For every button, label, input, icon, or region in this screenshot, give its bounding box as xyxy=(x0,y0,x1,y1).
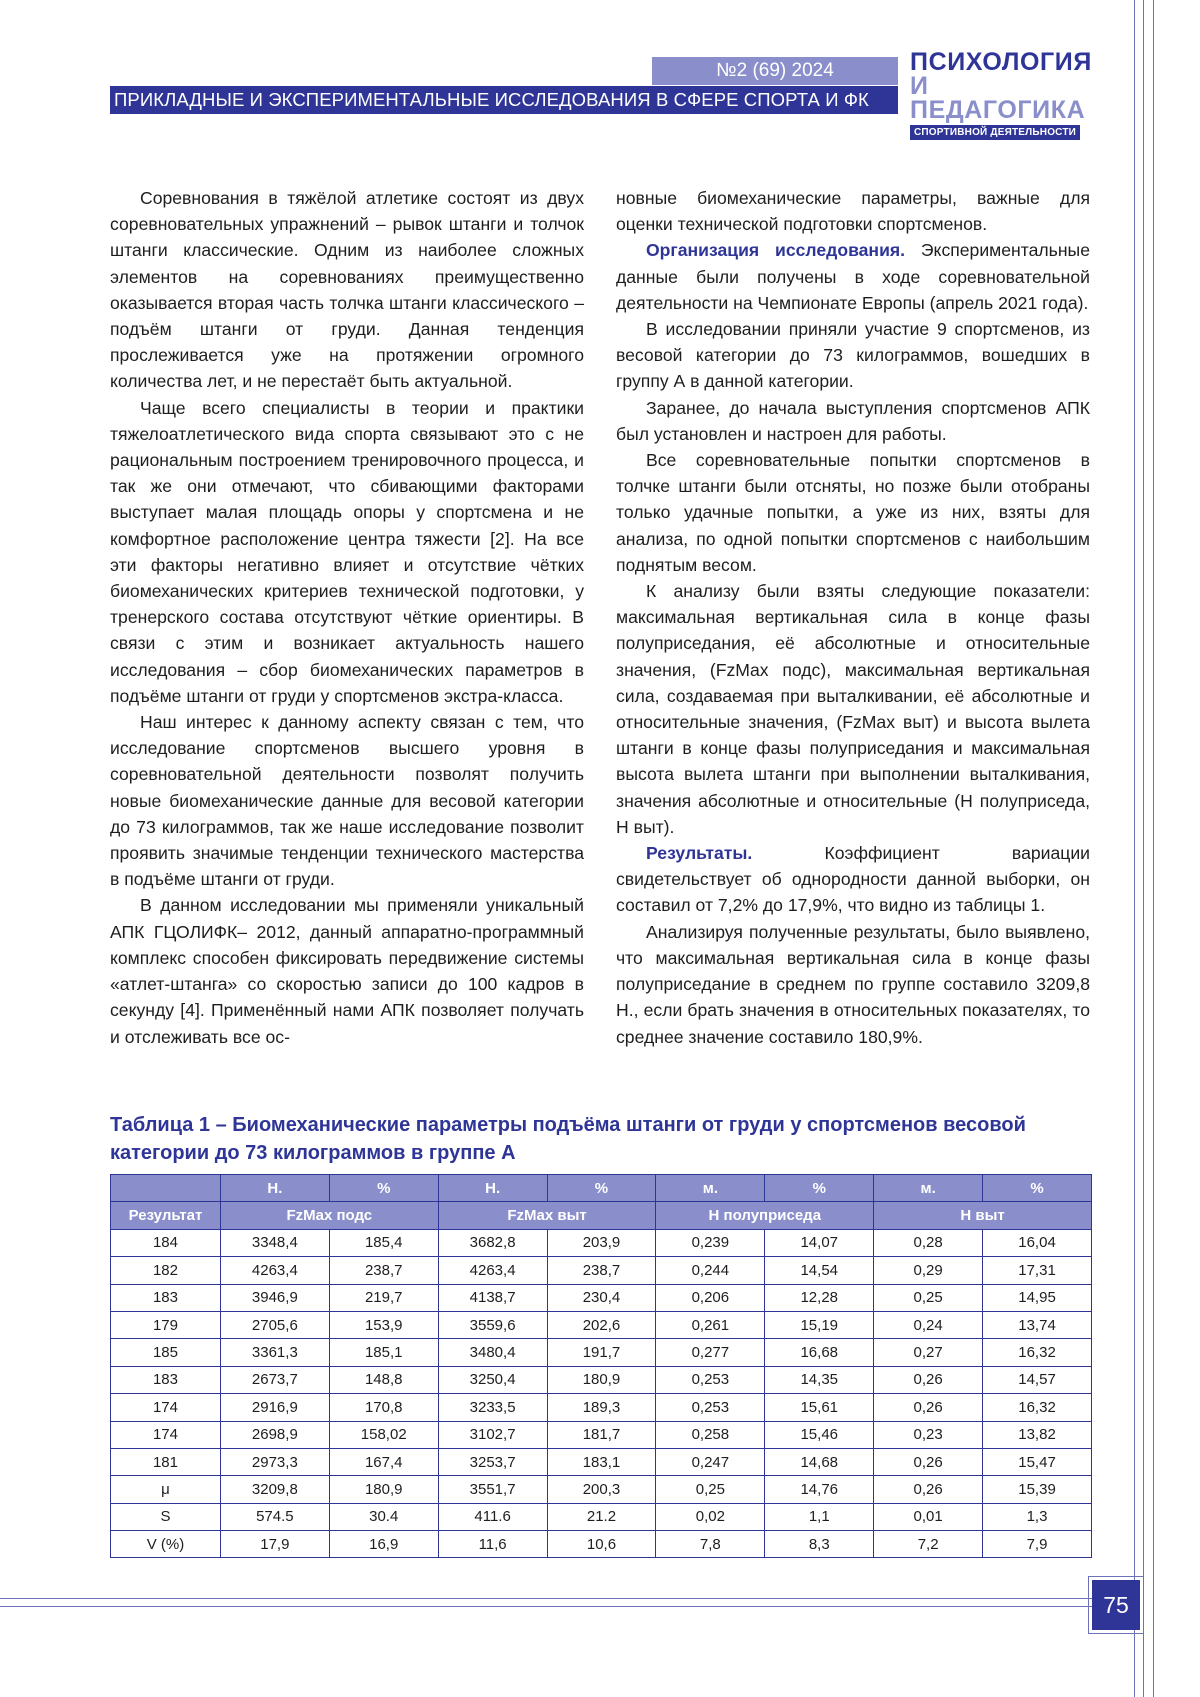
table-cell: 15,47 xyxy=(983,1448,1092,1475)
section-title: ПРИКЛАДНЫЕ И ЭКСПЕРИМЕНТАЛЬНЫЕ ИССЛЕДОВАНИЯ В СФЕРЕ СПОРТА И ФК xyxy=(110,86,898,114)
table-cell: 3551,7 xyxy=(438,1476,547,1503)
paragraph-organization xyxy=(616,237,1090,316)
table-cell: 3253,7 xyxy=(438,1448,547,1475)
paragraph: Заранее, до начала выступления спортсменов АПК был установлен и настроен для работы. xyxy=(616,397,1090,444)
table-cell: 158,02 xyxy=(329,1421,438,1448)
table-cell: 180,9 xyxy=(329,1476,438,1503)
table-cell: 16,32 xyxy=(983,1394,1092,1421)
table-cell: 0,26 xyxy=(874,1394,983,1421)
table-cell: 17,31 xyxy=(983,1257,1092,1284)
table-cell: 3682,8 xyxy=(438,1229,547,1256)
table-cell: 3250,4 xyxy=(438,1366,547,1393)
paragraph: Соревнования в тяжёлой атлетике состоят из двух соревновательных упражнений – рывок штанги и толчок штанги классические. Одним из наиболее сложных элементов на соревнованиях преимущественно оказывается вторая часть толчка штанги классического – подъём штанги от груди. Данная тенденция прослеживается уже на протяжении огромного количества лет, и не перестаёт быть актуальной. xyxy=(110,188,584,392)
footer-line-bottom xyxy=(0,1606,1106,1607)
logo-line-2: И ПЕДАГОГИКА xyxy=(910,72,1086,124)
table-row xyxy=(111,1503,1092,1530)
table-cell: 14,76 xyxy=(765,1476,874,1503)
left-text-column xyxy=(110,185,584,1050)
unit-cell: Н. xyxy=(220,1175,329,1202)
table-cell: 2673,7 xyxy=(220,1366,329,1393)
table-cell: 153,9 xyxy=(329,1311,438,1338)
table-cell: 4138,7 xyxy=(438,1284,547,1311)
group-header: H выт xyxy=(874,1202,1092,1229)
table-row xyxy=(111,1366,1092,1393)
table-cell: 3361,3 xyxy=(220,1339,329,1366)
table-row xyxy=(111,1284,1092,1311)
table-cell: 3102,7 xyxy=(438,1421,547,1448)
table-cell: 574.5 xyxy=(220,1503,329,1530)
table-cell: 183,1 xyxy=(547,1448,656,1475)
table-cell: 17,9 xyxy=(220,1531,329,1558)
paragraph-continuation: новные биомеханические параметры, важные для оценки технической подготовки спортсменов. xyxy=(616,188,1090,235)
table-cell: 203,9 xyxy=(547,1229,656,1256)
table-cell: 0,239 xyxy=(656,1229,765,1256)
table-cell: 16,9 xyxy=(329,1531,438,1558)
table-cell: 10,6 xyxy=(547,1531,656,1558)
table-cell: 13,82 xyxy=(983,1421,1092,1448)
result-header: Результат xyxy=(111,1202,221,1229)
table-cell: 184 xyxy=(111,1229,221,1256)
table-cell: 3209,8 xyxy=(220,1476,329,1503)
table-body xyxy=(111,1229,1092,1558)
table-cell: 16,04 xyxy=(983,1229,1092,1256)
table-row xyxy=(111,1229,1092,1256)
table-row xyxy=(111,1476,1092,1503)
table-cell: 15,39 xyxy=(983,1476,1092,1503)
table-cell: 0,26 xyxy=(874,1448,983,1475)
table-cell: 3348,4 xyxy=(220,1229,329,1256)
table-cell: 11,6 xyxy=(438,1531,547,1558)
table-cell: 0,244 xyxy=(656,1257,765,1284)
paragraph: В данном исследовании мы применяли уникальный АПК ГЦОЛИФК– 2012, данный аппаратно-программный комплекс способен фиксировать передвижение системы «атлет-штанга» со скоростью записи до 100 кадров в секунду [4]. Применённый нами АПК позволяет получать и отслеживать все ос- xyxy=(110,895,584,1047)
table-cell: 185,4 xyxy=(329,1229,438,1256)
table-cell: 183 xyxy=(111,1284,221,1311)
table-cell: 7,8 xyxy=(656,1531,765,1558)
table-cell: 8,3 xyxy=(765,1531,874,1558)
table-cell: 411.6 xyxy=(438,1503,547,1530)
table-cell: 238,7 xyxy=(329,1257,438,1284)
table-row xyxy=(111,1448,1092,1475)
table-cell: 15,19 xyxy=(765,1311,874,1338)
table-cell: 179 xyxy=(111,1311,221,1338)
paragraph: Все соревновательные попытки спортсменов в толчке штанги были отсняты, но позже были отобраны только удачные попытки, а уже из них, взяты для анализа, по одной попытки спортсменов с наибольшим поднятым весом. xyxy=(616,450,1090,575)
table-cell: 7,2 xyxy=(874,1531,983,1558)
table-cell: 174 xyxy=(111,1421,221,1448)
table-cell: 180,9 xyxy=(547,1366,656,1393)
table-cell: 200,3 xyxy=(547,1476,656,1503)
table-cell: 0,26 xyxy=(874,1476,983,1503)
section-lead-organization: Организация исследования. xyxy=(646,240,906,261)
table-cell: 16,32 xyxy=(983,1339,1092,1366)
table-row xyxy=(111,1394,1092,1421)
table-cell: 191,7 xyxy=(547,1339,656,1366)
table-cell: 30.4 xyxy=(329,1503,438,1530)
table-cell: μ xyxy=(111,1476,221,1503)
table-cell: 13,74 xyxy=(983,1311,1092,1338)
paragraph: Анализируя полученные результаты, было выявлено, что максимальная вертикальная сила в конце фазы полуприседание в среднем по группе составило 3209,8 Н., если брать значения в относительных показателях, то среднее значение составило 180,9%. xyxy=(616,921,1090,1047)
table-cell: 3559,6 xyxy=(438,1311,547,1338)
table-cell: 12,28 xyxy=(765,1284,874,1311)
table-cell: 2916,9 xyxy=(220,1394,329,1421)
table-row xyxy=(111,1339,1092,1366)
table-cell: 14,35 xyxy=(765,1366,874,1393)
unit-cell: % xyxy=(765,1175,874,1202)
table-cell: 174 xyxy=(111,1394,221,1421)
paragraph: Наш интерес к данному аспекту связан с тем, что исследование спортсменов высшего уровня в соревновательной деятельности позволят получить новые биомеханические данные для весовой категории до 73 килограммов, так же наше исследование позволит проявить значимые тенденции технического мастерства в подъёме штанги от груди. xyxy=(110,712,584,890)
table-cell: 181,7 xyxy=(547,1421,656,1448)
group-header: H полуприседа xyxy=(656,1202,874,1229)
group-header: FzMax подс xyxy=(220,1202,438,1229)
table-cell: 167,4 xyxy=(329,1448,438,1475)
table-cell: 3233,5 xyxy=(438,1394,547,1421)
unit-cell: % xyxy=(547,1175,656,1202)
table-cell: 4263,4 xyxy=(220,1257,329,1284)
group-header-row xyxy=(111,1202,1092,1229)
table-cell: 0,28 xyxy=(874,1229,983,1256)
section-lead-results: Результаты. xyxy=(646,843,753,864)
paragraph: К анализу были взяты следующие показатели: максимальная вертикальная сила в конце фазы полуприседания, её абсолютные и относительные значения, (FzMax подс), максимальная вертикальная сила, создаваемая при выталкивании, её абсолютные и относительные значения, (FzMax выт) и высота вылета штанги в конце фазы полуприседания и максимальная высота вылета штанги при выполнении выталкивания, значения абсолютные и относительные (H полуприседа, H выт). xyxy=(616,581,1090,837)
right-decorative-border-outer xyxy=(1153,0,1154,1697)
table-caption: Таблица 1 – Биомеханические параметры подъёма штанги от груди у спортсменов весовой категории до 73 килограммов в группе А xyxy=(110,1114,1026,1164)
table-cell: 15,46 xyxy=(765,1421,874,1448)
table-row xyxy=(111,1421,1092,1448)
logo-line-3: СПОРТИВНОЙ ДЕЯТЕЛЬНОСТИ xyxy=(910,125,1080,140)
table-cell: 0,26 xyxy=(874,1366,983,1393)
table-cell: V (%) xyxy=(111,1531,221,1558)
unit-cell: % xyxy=(983,1175,1092,1202)
unit-cell: м. xyxy=(874,1175,983,1202)
table-cell: 202,6 xyxy=(547,1311,656,1338)
table-row xyxy=(111,1257,1092,1284)
table-cell: 2698,9 xyxy=(220,1421,329,1448)
table-cell: 0,23 xyxy=(874,1421,983,1448)
journal-logo xyxy=(910,48,1092,138)
paragraph-text: Экспериментальные данные были получены в ходе соревновательной деятельности на Чемпионате Европы (апрель 2021 года). xyxy=(616,240,1090,313)
table-cell: 0,247 xyxy=(656,1448,765,1475)
table-cell: 1,3 xyxy=(983,1503,1092,1530)
unit-cell: м. xyxy=(656,1175,765,1202)
table-cell: 0,25 xyxy=(656,1476,765,1503)
paragraph: Чаще всего специалисты в теории и практики тяжелоатлетического вида спорта связывают это с не рациональным построением тренировочного процесса, и так же они отмечают, что сбивающими факторами выступает малая площадь опоры у спортсмена и не комфортное расположение центра тяжести [2]. На все эти факторы негативно влияет и отсутствие чётких биомеханических критериев технической подготовки, у тренерского состава отсутствуют чёткие ориентиры. В связи с этим и возникает актуальность нашего исследования – сбор биомеханических параметров в подъёме штанги от груди у спортсменов экстра-класса. xyxy=(110,397,584,706)
units-row xyxy=(111,1175,1092,1202)
table-cell: 181 xyxy=(111,1448,221,1475)
table-cell: 21.2 xyxy=(547,1503,656,1530)
table-cell: 0,206 xyxy=(656,1284,765,1311)
table-cell: 16,68 xyxy=(765,1339,874,1366)
header-cell-empty xyxy=(111,1175,221,1202)
table-cell: 14,68 xyxy=(765,1448,874,1475)
table-cell: 2973,3 xyxy=(220,1448,329,1475)
table-cell: 4263,4 xyxy=(438,1257,547,1284)
table-cell: 0,253 xyxy=(656,1394,765,1421)
group-header: FzMax выт xyxy=(438,1202,656,1229)
table-cell: 182 xyxy=(111,1257,221,1284)
table-cell: 15,61 xyxy=(765,1394,874,1421)
table-cell: 0,27 xyxy=(874,1339,983,1366)
table-cell: S xyxy=(111,1503,221,1530)
table-cell: 0,01 xyxy=(874,1503,983,1530)
issue-number: №2 (69) 2024 xyxy=(652,57,898,85)
table-cell: 14,95 xyxy=(983,1284,1092,1311)
paragraph-results xyxy=(616,840,1090,919)
table-cell: 0,25 xyxy=(874,1284,983,1311)
logo-line-1: ПСИХОЛОГИЯ xyxy=(910,48,1092,76)
table-cell: 0,02 xyxy=(656,1503,765,1530)
footer-line-top xyxy=(0,1598,1106,1599)
table-cell: 170,8 xyxy=(329,1394,438,1421)
table-cell: 3480,4 xyxy=(438,1339,547,1366)
table-cell: 238,7 xyxy=(547,1257,656,1284)
table-cell: 0,277 xyxy=(656,1339,765,1366)
table-cell: 219,7 xyxy=(329,1284,438,1311)
right-text-column xyxy=(616,185,1090,1050)
paragraph-text: Коэффициент вариации свидетельствует об однородности данной выборки, он составил от 7,2% до 17,9%, что видно из таблицы 1. xyxy=(616,843,1090,916)
table-cell: 0,29 xyxy=(874,1257,983,1284)
table-cell: 2705,6 xyxy=(220,1311,329,1338)
unit-cell: Н. xyxy=(438,1175,547,1202)
table-cell: 0,261 xyxy=(656,1311,765,1338)
table-cell: 183 xyxy=(111,1366,221,1393)
table-cell: 0,24 xyxy=(874,1311,983,1338)
table-cell: 185 xyxy=(111,1339,221,1366)
unit-cell: % xyxy=(329,1175,438,1202)
page-number: 75 xyxy=(1092,1580,1140,1630)
table-cell: 0,253 xyxy=(656,1366,765,1393)
paragraph: В исследовании приняли участие 9 спортсменов, из весовой категории до 73 килограммов, вошедших в группу А в данной категории. xyxy=(616,319,1090,392)
table-cell: 14,57 xyxy=(983,1366,1092,1393)
table-cell: 14,07 xyxy=(765,1229,874,1256)
table-cell: 3946,9 xyxy=(220,1284,329,1311)
table-cell: 1,1 xyxy=(765,1503,874,1530)
table-cell: 0,258 xyxy=(656,1421,765,1448)
data-table xyxy=(110,1174,1092,1558)
table-row xyxy=(111,1311,1092,1338)
table-cell: 230,4 xyxy=(547,1284,656,1311)
table-row xyxy=(111,1531,1092,1558)
table-cell: 14,54 xyxy=(765,1257,874,1284)
right-decorative-border xyxy=(1134,0,1144,1697)
table-cell: 189,3 xyxy=(547,1394,656,1421)
table-cell: 148,8 xyxy=(329,1366,438,1393)
table-cell: 7,9 xyxy=(983,1531,1092,1558)
table-cell: 185,1 xyxy=(329,1339,438,1366)
